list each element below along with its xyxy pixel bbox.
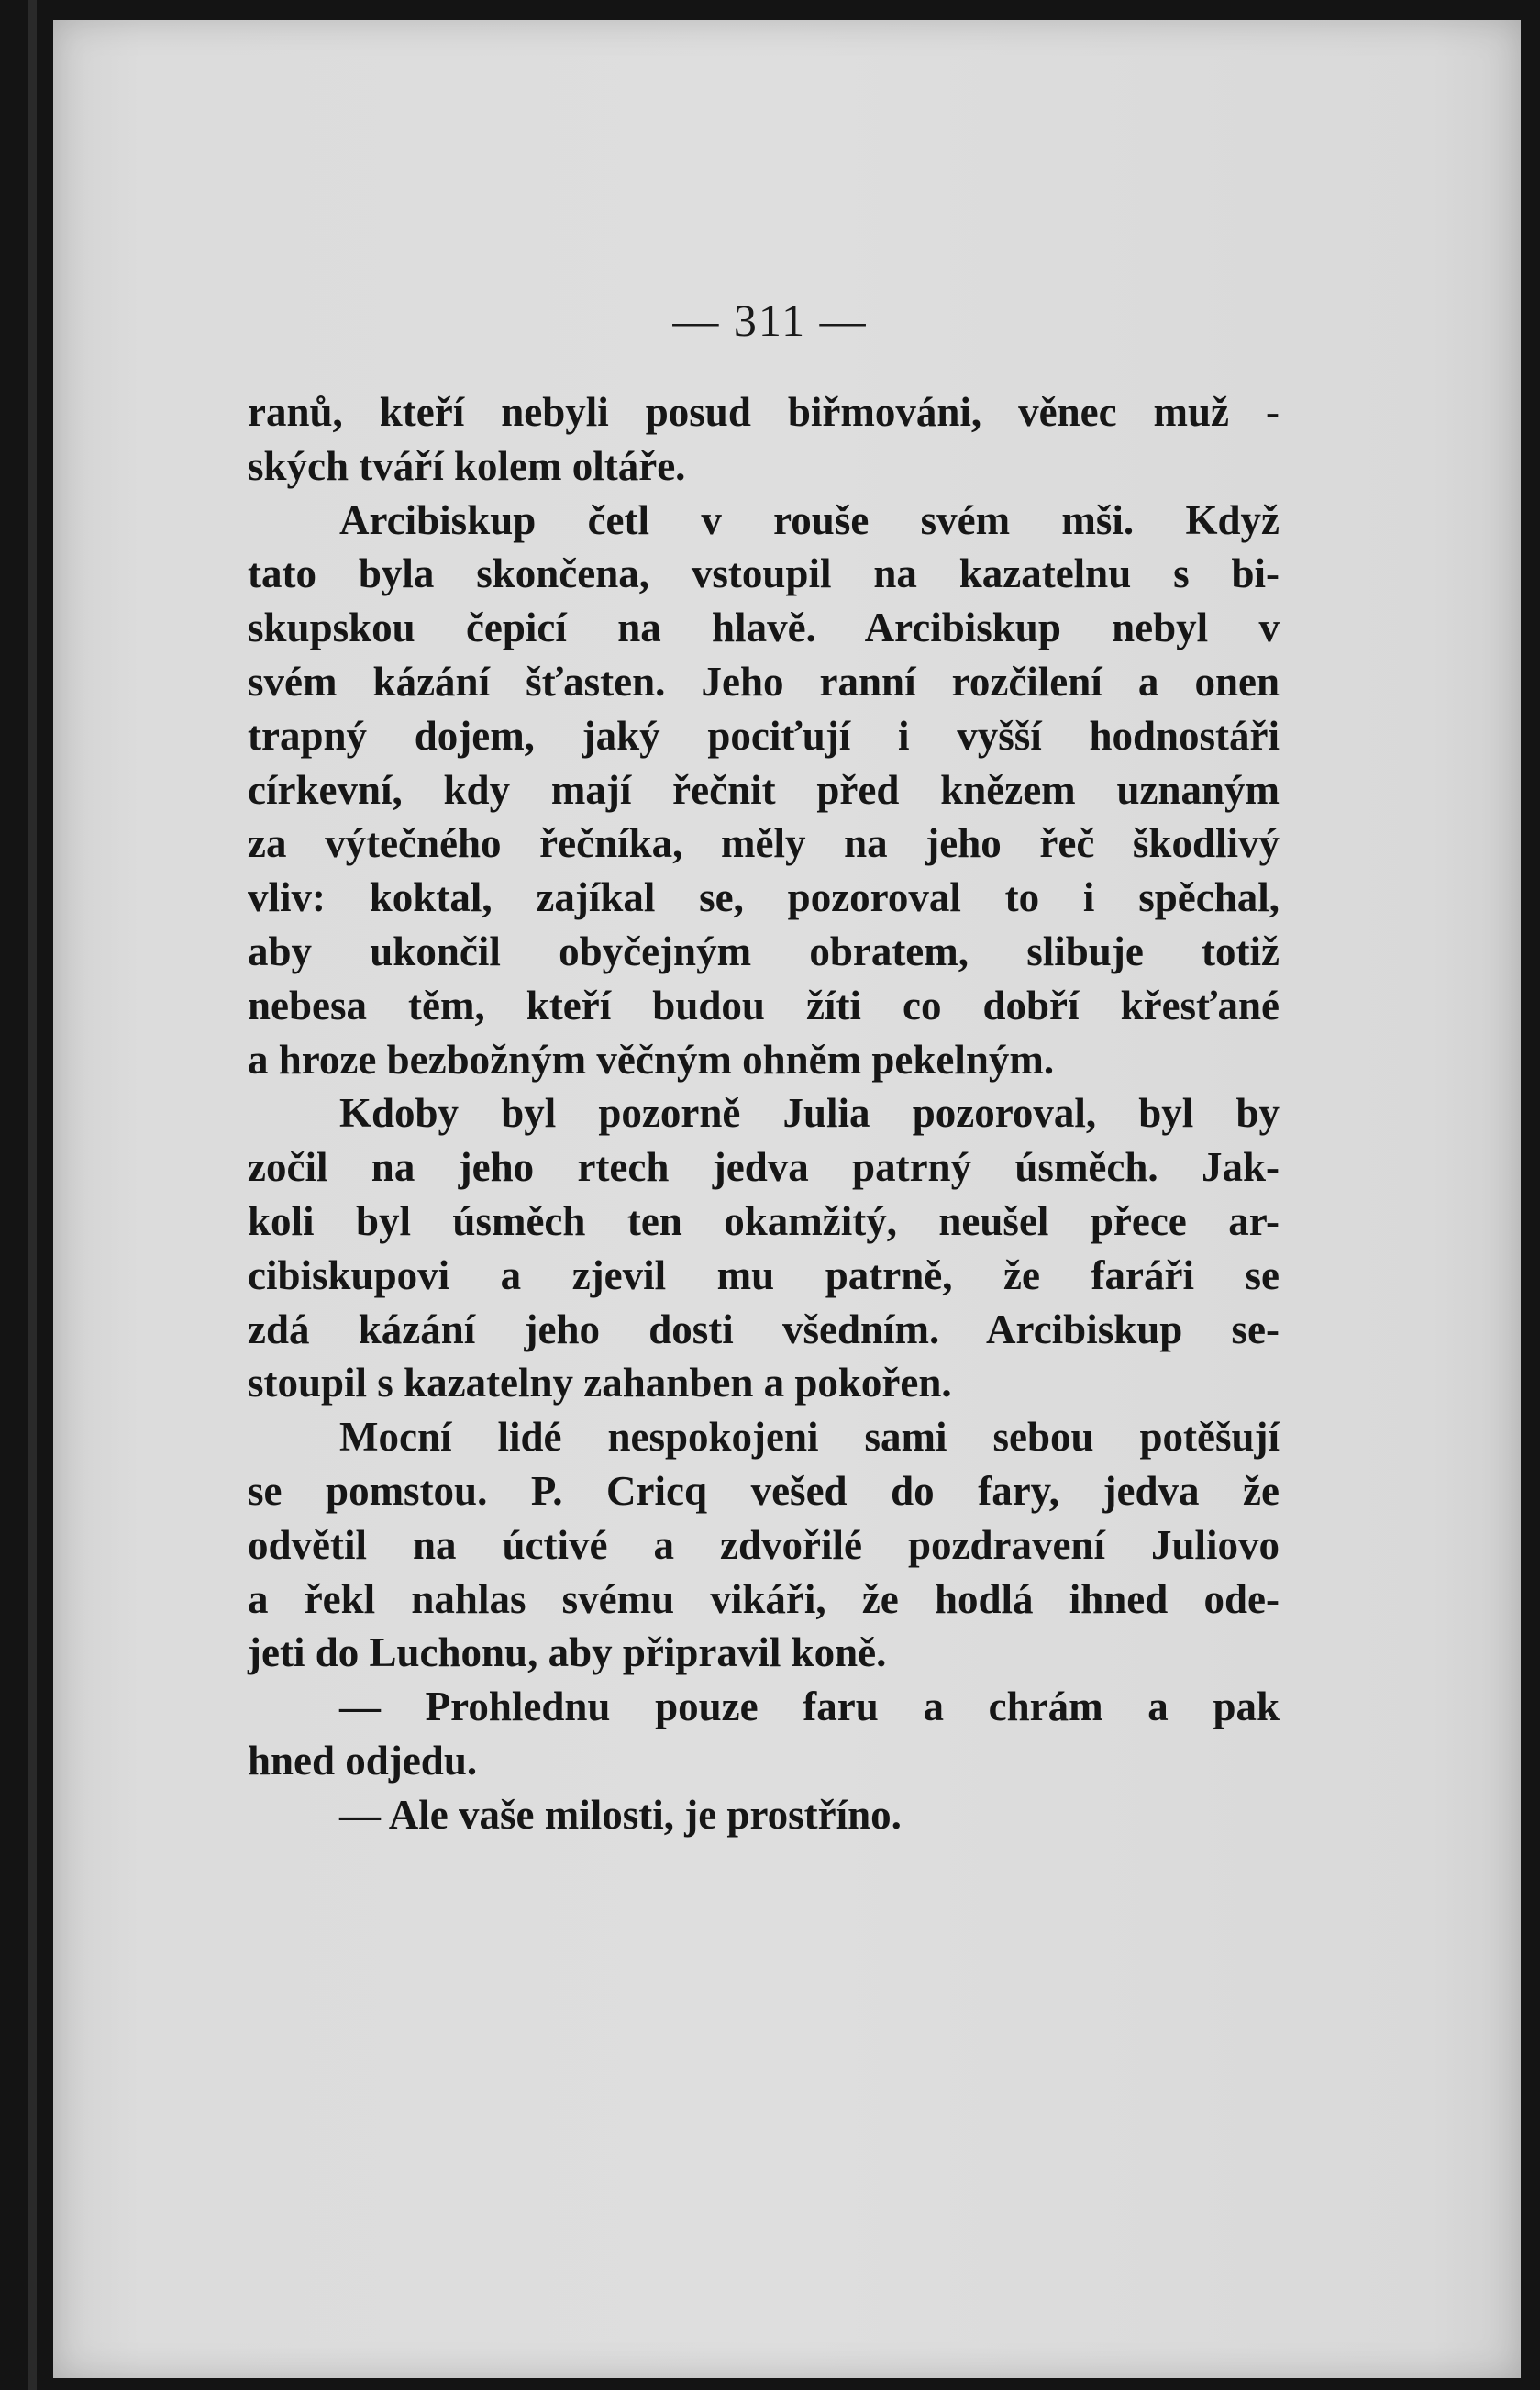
text-line: trapný dojem, jaký pociťují i vyšší hodnostáři (248, 712, 1280, 759)
text-line: svém kázání šťasten. Jeho ranní rozčilení a onen (248, 658, 1280, 705)
text-line: a hroze bezbožným věčným ohněm pekelným. (248, 1036, 1055, 1083)
binding-edge (28, 0, 37, 2390)
text-line: a řekl nahlas svému vikáři, že hodlá ihned ode- (248, 1575, 1280, 1622)
text-line: — Ale vaše milosti, je prostříno. (339, 1791, 902, 1838)
body-text (248, 385, 1280, 1842)
text-line: skupskou čepicí na hlavě. Arcibiskup nebyl v (248, 605, 1280, 651)
text-line: ských tváří kolem oltáře. (248, 442, 686, 489)
text-line: církevní, kdy mají řečnit před knězem uznaným (248, 766, 1280, 813)
text-line: aby ukončil obyčejným obratem, slibuje totiž (248, 928, 1280, 974)
text-line: zdá kázání jeho dosti všedním. Arcibiskup se- (248, 1306, 1280, 1352)
text-line: za výtečného řečníka, měly na jeho řeč škodlivý (248, 820, 1280, 867)
page-number: — 311 — (672, 295, 868, 346)
text-line: Mocní lidé nespokojeni sami sebou potěšují (339, 1414, 1280, 1461)
text-line: ranů, kteří nebyli posud biřmováni, věnec muž - (248, 389, 1280, 435)
text-line: hned odjedu. (248, 1737, 478, 1784)
text-line: Arcibiskup četl v rouše svém mši. Když (339, 496, 1280, 543)
text-line: koli byl úsměch ten okamžitý, neušel přece ar- (248, 1197, 1280, 1244)
text-line: cibiskupovi a zjevil mu patrně, že faráři se (248, 1251, 1280, 1298)
text-line: se pomstou. P. Cricq vešed do fary, jedva že (248, 1467, 1280, 1514)
text-line: nebesa těm, kteří budou žíti co dobří křesťané (248, 982, 1280, 1028)
text-line: stoupil s kazatelny zahanben a pokořen. (248, 1360, 952, 1406)
text-line: zočil na jeho rtech jedva patrný úsměch. Jak- (248, 1144, 1280, 1191)
text-line: vliv: koktal, zajíkal se, pozoroval to i spěchal, (248, 874, 1280, 921)
text-line: jeti do Luchonu, aby připravil koně. (248, 1629, 887, 1676)
text-line: — Prohlednu pouze faru a chrám a pak (339, 1684, 1280, 1730)
text-line: tato byla skončena, vstoupil na kazatelnu s bi- (248, 550, 1280, 597)
text-line: odvětil na úctivé a zdvořilé pozdravení Juliovo (248, 1521, 1280, 1568)
text-line: Kdoby byl pozorně Julia pozoroval, byl by (339, 1090, 1280, 1137)
